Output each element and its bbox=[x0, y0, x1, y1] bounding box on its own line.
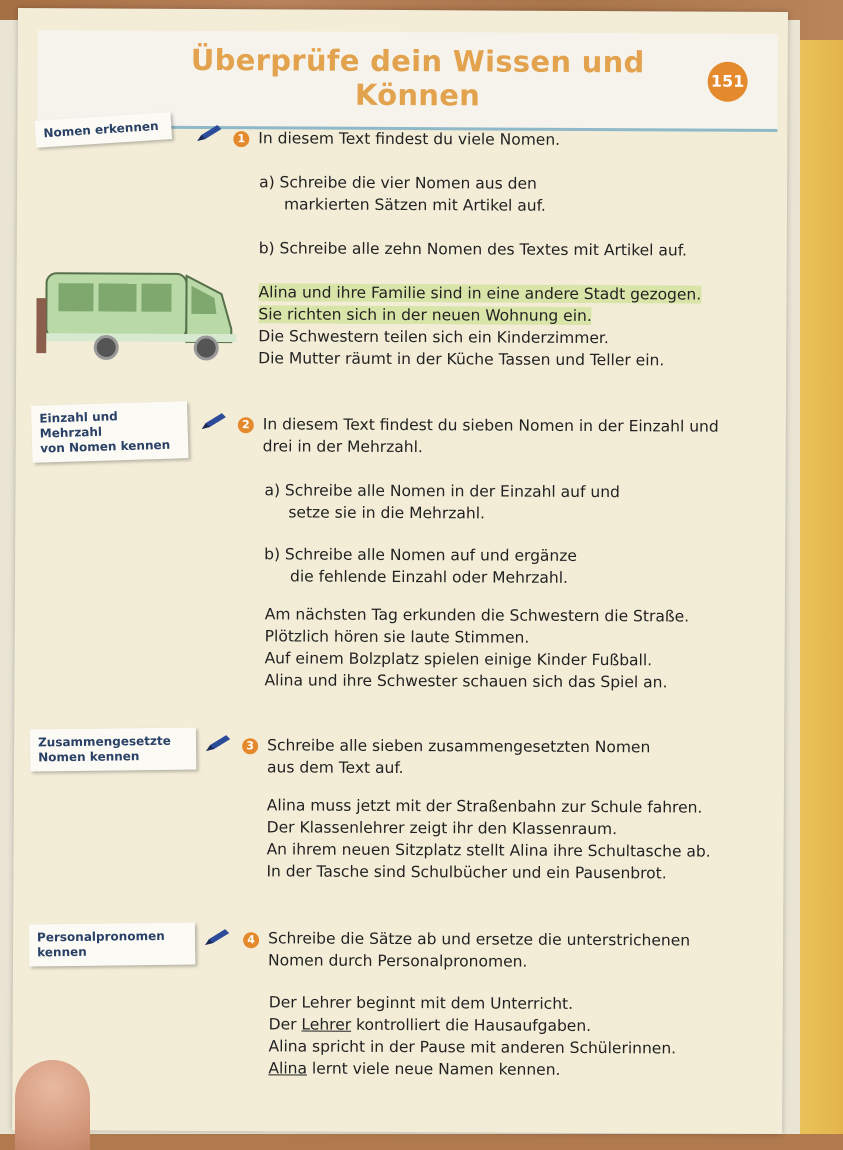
task-number-2: 2 bbox=[238, 417, 254, 433]
task-3-instruction: Schreibe alle sieben zusammengesetzten Nomen bbox=[267, 736, 651, 757]
underlined-noun: Lehrer bbox=[301, 1015, 352, 1034]
pencil-icon bbox=[195, 123, 223, 143]
section-tag-zusammengesetzte-nomen bbox=[30, 727, 197, 771]
task-3-text-line: Alina muss jetzt mit der Straßenbahn zur Schule fahren. bbox=[266, 796, 703, 817]
task-3-text-line: An ihrem neuen Sitzplatz stellt Alina ihre Schultasche ab. bbox=[266, 840, 711, 861]
task-number-3: 3 bbox=[242, 738, 258, 754]
task-2b-line: b) Schreibe alle Nomen auf und ergänze bbox=[264, 545, 577, 565]
task-2a-line: setze sie in die Mehrzahl. bbox=[288, 503, 486, 523]
tag-line: Nomen erkennen bbox=[43, 118, 159, 141]
task-2-instruction: In diesem Text findest du sieben Nomen in der Einzahl und bbox=[262, 415, 719, 436]
task-3-text-line: Der Klassenlehrer zeigt ihr den Klassenraum. bbox=[266, 818, 618, 839]
section-tag-einzahl-mehrzahl bbox=[31, 401, 189, 463]
task-1a-line: markierten Sätzen mit Artikel auf. bbox=[283, 195, 546, 215]
underlined-noun: Alina bbox=[268, 1059, 308, 1078]
task-1-text-line: Die Schwestern teilen sich ein Kinderzimmer. bbox=[258, 327, 609, 348]
task-2-text-line: Plötzlich hören sie laute Stimmen. bbox=[264, 627, 530, 647]
task-2-instruction: drei in der Mehrzahl. bbox=[262, 437, 423, 457]
task-2-text-line: Alina und ihre Schwester schauen sich das Spiel an. bbox=[264, 671, 668, 692]
page-title: Überprüfe dein Wissen und Können bbox=[190, 42, 645, 113]
task-1-text-line: Die Mutter räumt in der Küche Tassen und Teller ein. bbox=[258, 349, 665, 370]
task-2-text-line: Am nächsten Tag erkunden die Schwestern die Straße. bbox=[264, 605, 690, 626]
tag-line: Zusammengesetzte bbox=[37, 733, 171, 750]
tag-line: Einzahl und bbox=[39, 409, 118, 426]
text-segment: Der bbox=[268, 1015, 302, 1034]
text-segment: lernt viele neue Namen kennen. bbox=[306, 1059, 561, 1079]
task-1b-line: b) Schreibe alle zehn Nomen des Textes mit Artikel auf. bbox=[258, 239, 688, 260]
bus-illustration bbox=[36, 263, 267, 369]
pencil-icon bbox=[200, 411, 228, 431]
task-number-1: 1 bbox=[233, 131, 249, 147]
task-3-text-line: In der Tasche sind Schulbücher und ein Pausenbrot. bbox=[266, 862, 667, 883]
pencil-icon bbox=[203, 927, 231, 947]
page-number-badge: 151 bbox=[708, 62, 748, 102]
tag-line: Nomen kennen bbox=[38, 749, 140, 765]
task-3-instruction: aus dem Text auf. bbox=[266, 758, 404, 778]
tag-line: Mehrzahl bbox=[39, 424, 103, 441]
text-segment: kontrolliert die Hausaufgaben. bbox=[351, 1015, 592, 1036]
tag-line: kennen bbox=[37, 944, 87, 960]
task-2-text-line: Auf einem Bolzplatz spielen einige Kinder Fußball. bbox=[264, 649, 653, 670]
task-number-4: 4 bbox=[243, 932, 259, 948]
task-2b-line: die fehlende Einzahl oder Mehrzahl. bbox=[289, 567, 569, 587]
task-1-instruction: In diesem Text findest du viele Nomen. bbox=[258, 129, 561, 149]
task-4-text-line bbox=[268, 1057, 560, 1081]
task-1-text-line bbox=[258, 303, 592, 327]
highlighted-sentence: Alina und ihre Familie sind in eine andere Stadt gezogen. bbox=[258, 283, 702, 304]
task-4-instruction: Nomen durch Personalpronomen. bbox=[267, 951, 528, 971]
pencil-icon bbox=[204, 733, 232, 753]
task-1-text-line bbox=[258, 281, 701, 305]
task-4-text-line: Alina spricht in der Pause mit anderen Schülerinnen. bbox=[268, 1037, 677, 1058]
highlighted-sentence: Sie richten sich in der neuen Wohnung ein. bbox=[258, 305, 592, 326]
tag-line: Personalpronomen bbox=[36, 928, 165, 945]
section-tag-personalpronomen bbox=[29, 922, 196, 966]
task-4-text-line: Der Lehrer beginnt mit dem Unterricht. bbox=[268, 993, 574, 1013]
task-1a-line: a) Schreibe die vier Nomen aus den bbox=[259, 173, 537, 193]
textbook-page bbox=[12, 8, 788, 1134]
tag-line: von Nomen kennen bbox=[40, 437, 171, 456]
thumb-photo-artifact bbox=[15, 1060, 90, 1150]
task-4-instruction: Schreibe die Sätze ab und ersetze die unterstrichenen bbox=[268, 929, 691, 950]
task-2a-line: a) Schreibe alle Nomen in der Einzahl auf und bbox=[264, 481, 620, 502]
task-4-text-line bbox=[269, 1013, 592, 1037]
